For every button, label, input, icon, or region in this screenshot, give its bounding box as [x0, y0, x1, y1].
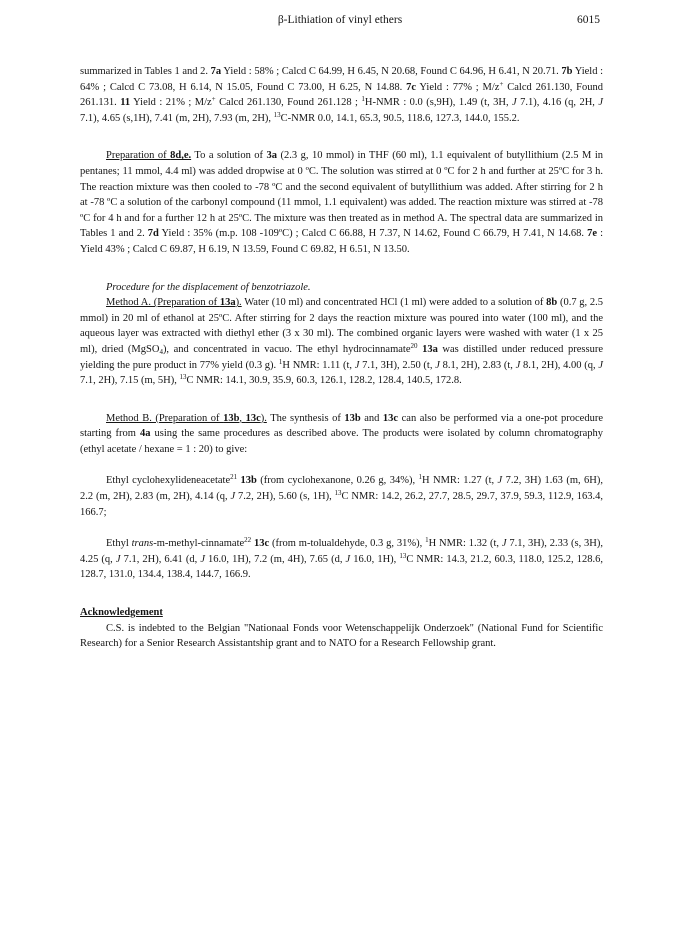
section-heading-method-a: Method A. (Preparation of 13a). [106, 297, 242, 309]
paragraph-compound-13b: Ethyl cyclohexylideneacetate$^{21}$ 13b (from cyclohexanone, 0.26 g, 34%), $^1$H NMR: 1.27 (t, J 7.2, 3H) 1.63 (m, 6H), 2.2 (m, 2H), 2.83 (m, 2H), 4.14 (q, J 7.2, 2H), 5.60 (s, 1H), $^{13}$C NMR: 14.2, 26.2, 27.7, 28.5, 29.7, 37.9, 59.3, 112.9, 163.4, 166.7; [80, 473, 603, 518]
paragraph-preparation-8de: Preparation of 8d,e. To a solution of 3a (2.3 g, 10 mmol) in THF (60 ml), 1.1 equivalent of butyllithium (2.5 M in pentanes; 11 mmol, 4.4 ml) was added dropwise at 0 ºC. The solution was stirred at 0 ºC for 2 h and further at 25ºC for 3 h. The reaction mixture was then cooled to -78 ºC and the second equivalent of butyllithium was added. After stirring for 2 h at -78 ºC a solution of the carbonyl compound (11 mmol, 1.1 equivalent) was added. The reaction mixture was stirred at -78 ºC for 4 h and for a further 12 h at 25ºC. The mixture was then treated as in method A. The spectral data are summarized in Tables 1 and 2. 7d Yield : 35% (m.p. 108 -109ºC) ; Calcd C 66.88, H 7.37, N 14.62, Found C 66.79, H 7.41, N 14.68. 7e : Yield 43% ; Calcd C 69.87, H 6.19, N 13.59, Found C 69.82, H 6.51, N 13.50. [80, 150, 603, 255]
running-title: β-Lithiation of vinyl ethers [277, 14, 403, 26]
section-heading-method-b: Method B. (Preparation of 13b, 13c). [106, 412, 267, 424]
acknowledgement-heading: Acknowledgement [80, 607, 163, 619]
running-header [80, 14, 600, 30]
section-heading-preparation: Preparation of 8d,e. [106, 150, 192, 162]
paragraph-method-b: Method B. (Preparation of 13b, 13c). The synthesis of 13b and 13c can also be performed via a one-pot procedure starting from 4a using the same procedures as described above. The products were isolated by column chromatography (ethyl acetate / hexane = 1 : 20) to give: [80, 412, 604, 455]
page-number: 6015 [577, 14, 600, 26]
paragraph-yields: summarized in Tables 1 and 2. 7a Yield : 58% ; Calcd C 64.99, H 6.45, N 20.68, Found C 64.96, H 6.41, N 20.71. 7b Yield : 64% ; Calcd C 73.08, H 6.14, N 15.05, Found C 73.00, H 6.25, N 14.88. 7c Yield : 77% ; M/z+ Calcd 261.130, Found 261.131. 11 Yield : 21% ; M/z+ Calcd 261.130, Found 261.128 ; $^1$H-NMR : 0.0 (s,9H), 1.49 (t, 3H, J 7.1), 4.16 (q, 2H, J 7.1), 4.65 (s,1H), 7.41 (m, 2H), 7.93 (m, 2H), $^{13}$C-NMR 0.0, 14.1, 65.3, 90.5, 118.6, 127.3, 144.0, 155.2. [80, 66, 604, 124]
body-text [80, 64, 603, 652]
paragraph-compound-13c: Ethyl trans-m-methyl-cinnamate$^{22}$ 13c (from m-tolualdehyde, 0.3 g, 31%), $^1$H NMR: 1.32 (t, J 7.1, 3H), 2.33 (s, 3H), 4.25 (q, J 7.1, 2H), 6.41 (d, J 16.0, 1H), 7.2 (m, 4H), 7.65 (d, J 16.0, 1H), $^{13}$C NMR: 14.3, 21.2, 60.3, 118.0, 125.2, 128.6, 128.7, 131.0, 134.4, 138.4, 144.7, 166.9. [80, 536, 604, 581]
acknowledgement-text: C.S. is indebted to the Belgian "Nationaal Fonds voor Wetenschappelijk Onderzoek" (National Fund for Scientific Research) for a Senior Research Assistantship grant and to NATO for a Research Fellowship grant. [80, 622, 603, 650]
paragraph-method-a: Method A. (Preparation of 13a). Water (10 ml) and concentrated HCl (1 ml) were added to a solution of 8b (0.7 g, 2.5 mmol) in 20 ml of ethanol at 25ºC. After stirring for 2 days the reaction mixture was poured into water (100 ml), and the aqueous layer was extracted with diethyl ether (3 x 30 ml). The combined organic layers were washed with water (1 x 25 ml), dried (MgSO$_4$), and concentrated in vacuo. The ethyl hydrocinnamate$^{20}$ 13a was distilled under reduced pressure yielding the pure product in 77% yield (0.3 g). $^1$H NMR: 1.11 (t, J 7.1, 3H), 2.50 (t, J 8.1, 2H), 2.83 (t, J 8.1, 2H), 4.00 (q, J 7.1, 2H), 7.15 (m, 5H), $^{13}$C NMR: 14.1, 30.9, 35.9, 60.3, 126.1, 128.2, 128.4, 140.5, 172.8. [80, 297, 604, 387]
procedure-heading: Procedure for the displacement of benzotriazole. [106, 281, 311, 293]
